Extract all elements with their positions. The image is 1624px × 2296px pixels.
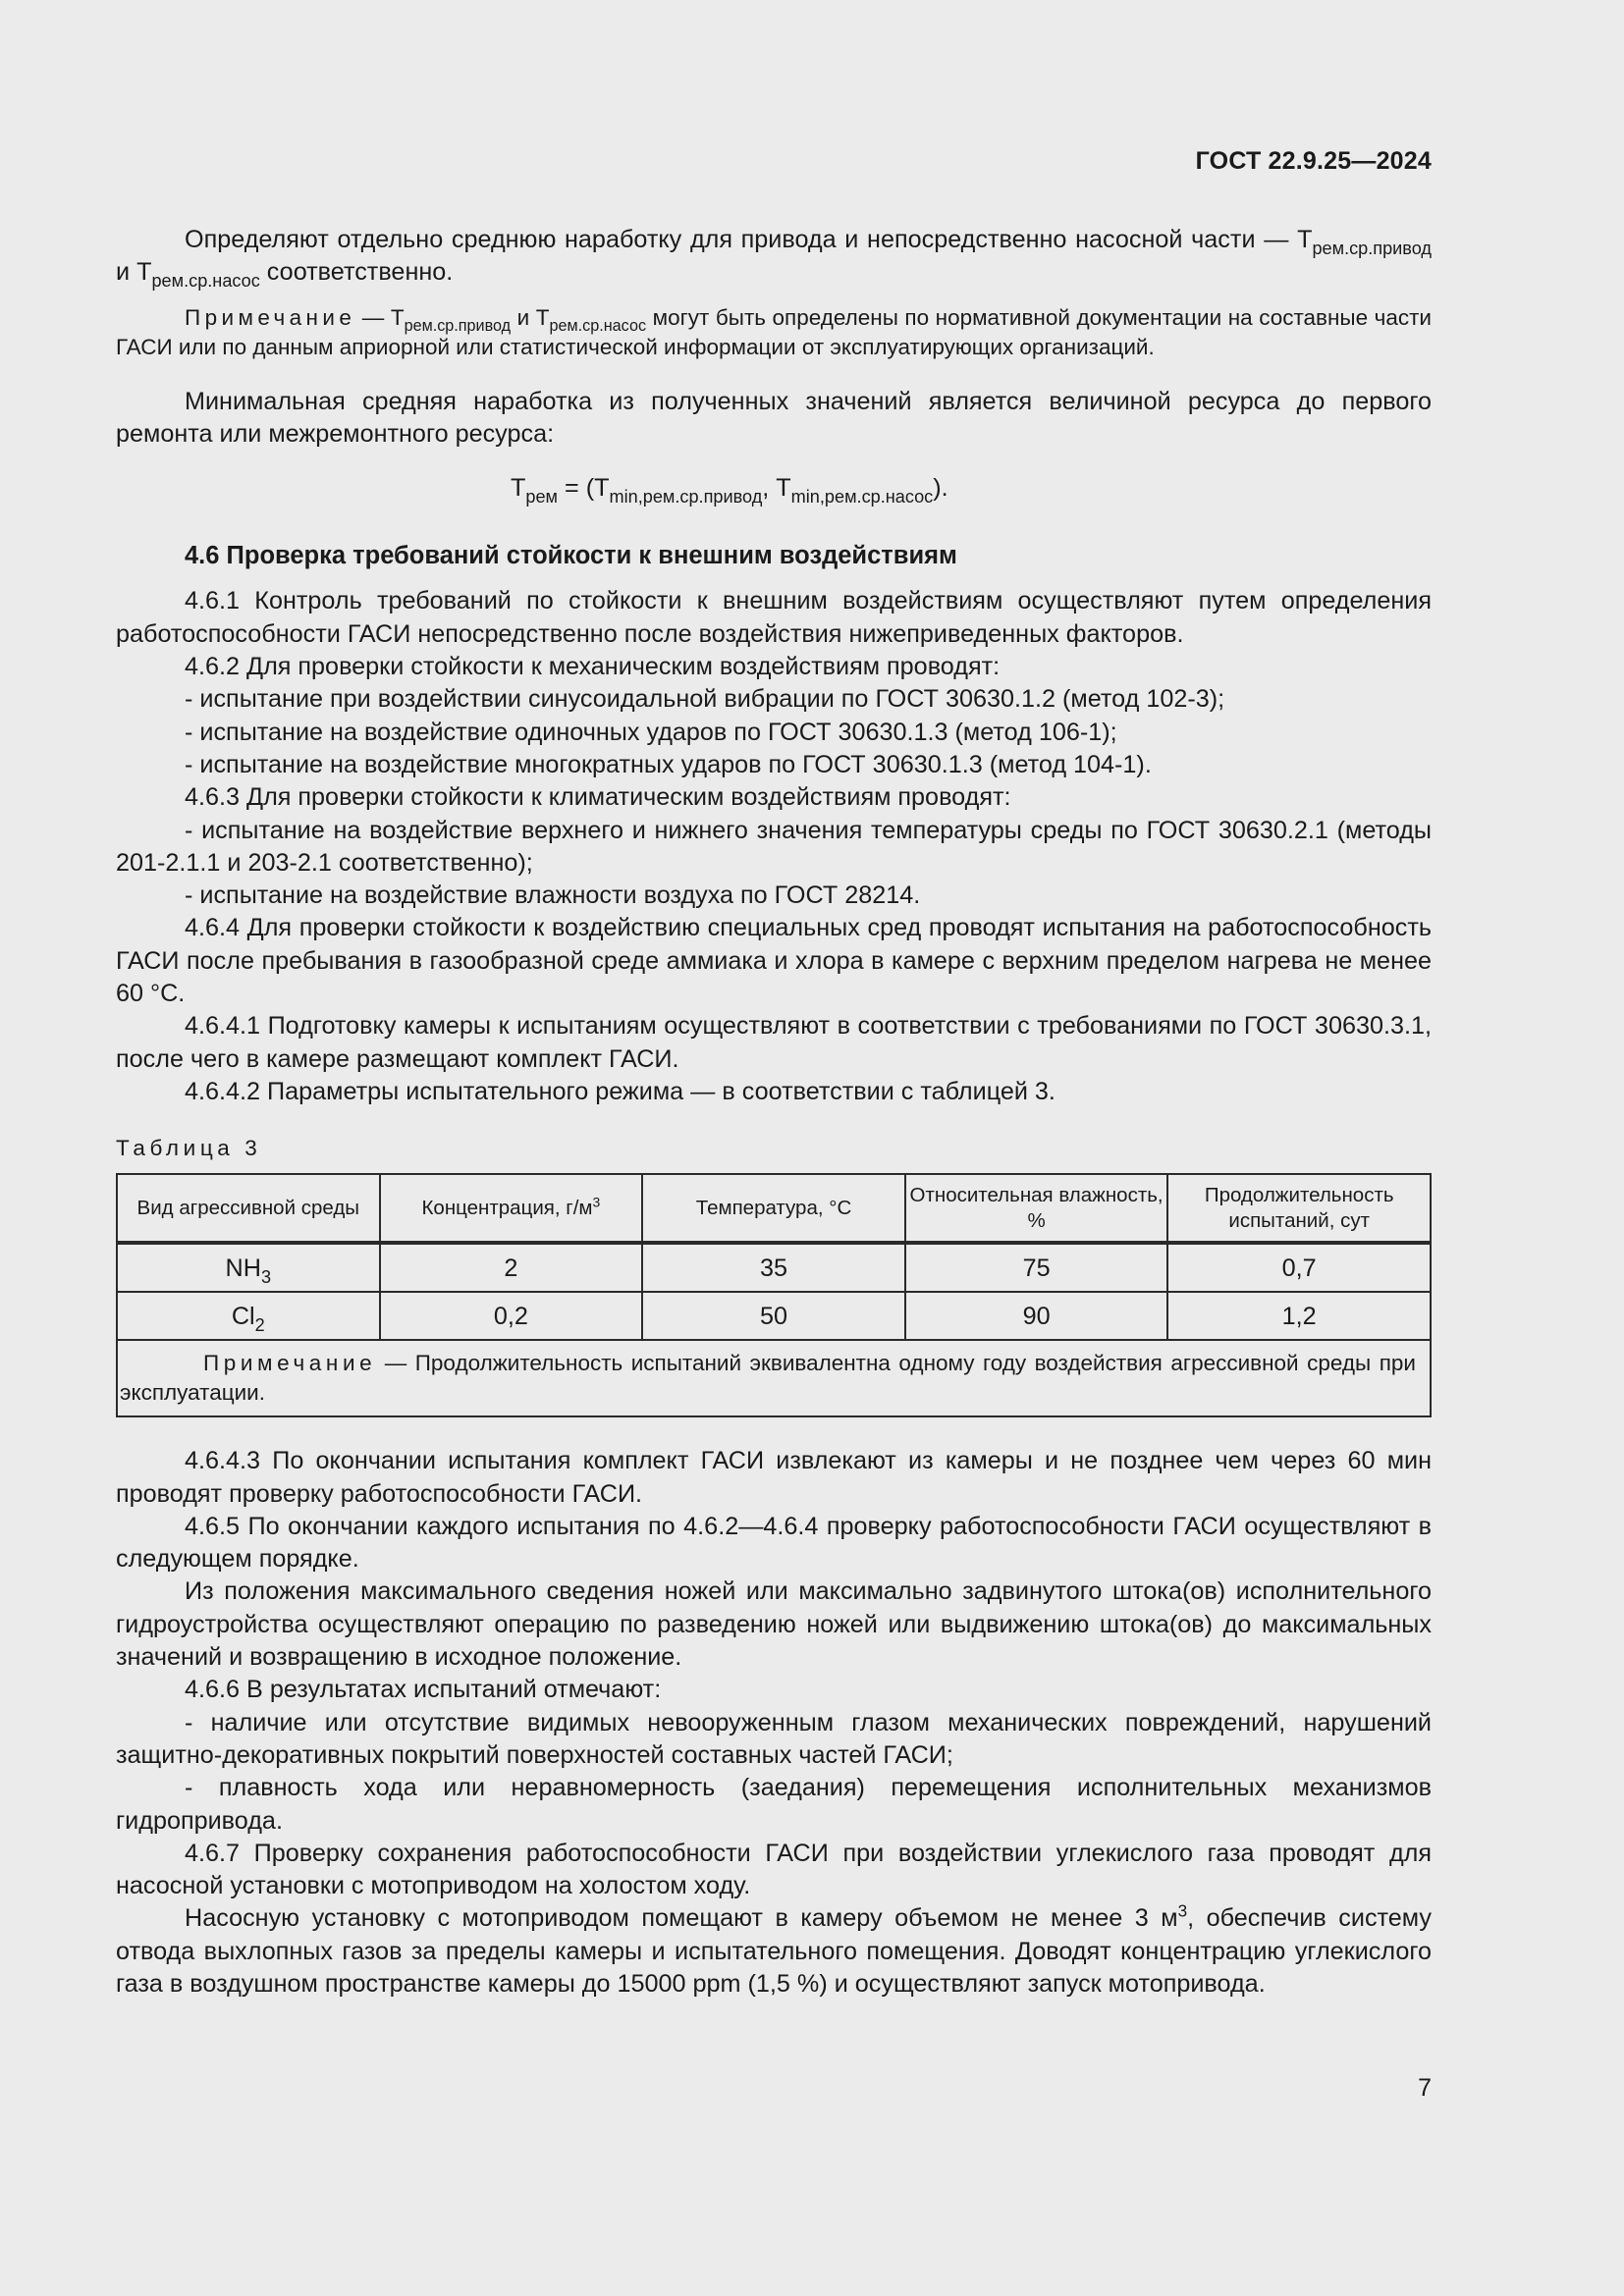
formula-text: = (T — [558, 474, 610, 503]
body-line: - плавность хода или неравномерность (заедания) перемещения исполнительных механизмов гидропривода. — [116, 1774, 1432, 1835]
subscript: 2 — [254, 1314, 265, 1335]
body-line: 4.6.6 В результатах испытаний отмечают: — [185, 1676, 662, 1704]
section-line: 4.6.4 Для проверки стойкости к воздействию специальных сред проводят испытания на работоспособность ГАСИ после пребывания в газообразной среде аммиака и хлора в камере с верхним пределом нагрева не менее 60 °С. — [116, 914, 1432, 1008]
body-line: 4.6.5 По окончании каждого испытания по 4.6.2—4.6.4 проверку работоспособности ГАСИ осуществляют в следующем порядке. — [116, 1512, 1432, 1574]
cell-text: NH — [225, 1254, 261, 1282]
header-text: Концентрация, г/м — [421, 1196, 593, 1219]
section-line: 4.6.2 Для проверки стойкости к механическим воздействиям проводят: — [185, 653, 1001, 681]
cell-temperature: 35 — [642, 1243, 905, 1292]
cell-duration: 1,2 — [1167, 1292, 1431, 1340]
table-caption: Таблица 3 — [116, 1136, 262, 1161]
formula-symbol: T — [511, 474, 526, 503]
symbol-t: T — [136, 258, 152, 287]
section-line: - испытание на воздействие одиночных ударов по ГОСТ 30630.1.3 (метод 106-1); — [185, 718, 1117, 746]
cell-humidity: 90 — [905, 1292, 1168, 1340]
paragraph-text: Определяют отдельно среднюю наработку для привода и непосредственно насосной части — — [185, 226, 1298, 253]
header-temperature: Температура, °С — [642, 1174, 905, 1243]
cell-medium — [117, 1292, 380, 1340]
section-line: 4.6.1 Контроль требований по стойкости к внешним воздействиям осуществляют путем определения работоспособности ГАСИ непосредственно после воздействия нижеприведенных факторов. — [116, 587, 1432, 648]
note-dash: — — [355, 304, 391, 330]
section-line: 4.6.4.1 Подготовку камеры к испытаниям осуществляют в соответствии с требованиями по ГОСТ 30630.3.1, после чего в камере размещают комплект ГАСИ. — [116, 1012, 1432, 1073]
note-1 — [116, 303, 1432, 362]
cell-text: Cl — [231, 1302, 255, 1330]
note-text: — Продолжительность испытаний эквивалентна одному году воздействия агрессивной среды при эксплуатации. — [120, 1351, 1416, 1406]
body-line-co2 — [116, 1902, 1432, 2001]
cell-duration: 0,7 — [1167, 1243, 1431, 1292]
subscript: рем.ср.привод — [1312, 238, 1432, 258]
symbol-t: T — [535, 304, 550, 330]
standard-code: ГОСТ 22.9.25—2024 — [1195, 147, 1432, 175]
section-line: - испытание при воздействии синусоидальной вибрации по ГОСТ 30630.1.2 (метод 102-3); — [185, 685, 1225, 714]
subscript: min,рем.ср.привод — [609, 487, 763, 507]
post-table-body — [116, 1445, 1432, 2001]
note-text: могут быть определены по нормативной документации на составные части ГАСИ или по данным априорной или статистической информации от эксплуатирующих организаций. — [116, 304, 1432, 359]
section-heading: 4.6 Проверка требований стойкости к внешним воздействиям — [185, 542, 957, 570]
superscript: 3 — [1177, 1900, 1188, 1921]
formula-text: ). — [933, 474, 948, 503]
section-body — [116, 585, 1432, 1108]
subscript: рем.ср.насос — [549, 316, 647, 335]
table-note — [117, 1340, 1431, 1416]
page-content — [116, 224, 1432, 2001]
subscript: min,рем.ср.насос — [790, 487, 934, 507]
subscript: рем.ср.насос — [151, 271, 260, 292]
paragraph-minimum-operating-time: Минимальная средняя наработка из полученных значений является величиной ресурса до первого ремонта или межремонтного ресурса: — [116, 387, 1432, 448]
section-line: 4.6.4.2 Параметры испытательного режима — в соответствии с таблицей 3. — [185, 1077, 1056, 1105]
table-row — [117, 1292, 1431, 1340]
formula-text: , T — [762, 474, 791, 503]
cell-concentration: 2 — [380, 1243, 643, 1292]
table-note-row — [117, 1340, 1431, 1416]
section-line: - испытание на воздействие многократных ударов по ГОСТ 30630.1.3 (метод 104-1). — [185, 750, 1152, 778]
cell-medium — [117, 1243, 380, 1292]
symbol-t: T — [390, 304, 405, 330]
symbol-t: T — [1297, 226, 1313, 253]
section-line: - испытание на воздействие влажности воздуха по ГОСТ 28214. — [185, 881, 921, 910]
subscript: 3 — [260, 1266, 272, 1287]
section-line: - испытание на воздействие верхнего и нижнего значения температуры среды по ГОСТ 30630.2.1 (методы 201-2.1.1 и 203-2.1 соответственно); — [116, 816, 1432, 877]
paragraph-text: и — [116, 258, 137, 287]
header-concentration — [380, 1174, 643, 1243]
superscript: 3 — [592, 1194, 601, 1210]
note-text: и — [511, 304, 536, 330]
body-line: - наличие или отсутствие видимых невооруженным глазом механических повреждений, нарушений защитно-декоративных покрытий поверхностей составных частей ГАСИ; — [116, 1708, 1432, 1769]
subscript: рем.ср.привод — [404, 316, 512, 335]
cell-temperature: 50 — [642, 1292, 905, 1340]
body-line: 4.6.4.3 По окончании испытания комплект ГАСИ извлекают из камеры и не позднее чем через 60 мин проводят проверку работоспособности ГАСИ. — [116, 1447, 1432, 1508]
note-label: Примечание — [203, 1351, 377, 1376]
document-page — [116, 0, 1432, 2296]
subscript: рем — [525, 487, 559, 507]
body-text: , обеспечив систему отвода выхлопных газов за пределы камеры и испытательного помещения. Доводят концентрацию углекислого газа в воздушном пространстве камеры до 15000 ppm (1,5 %) и осуществляют запуск мотопривода. — [116, 1904, 1432, 1998]
header-humidity: Относительная влажность, % — [905, 1174, 1168, 1243]
body-line: 4.6.7 Проверку сохранения работоспособности ГАСИ при воздействии углекислого газа проводят для насосной установки с мотоприводом на холостом ходу. — [116, 1839, 1432, 1900]
formula — [116, 472, 1432, 505]
body-text: Насосную установку с мотоприводом помещают в камеру объемом не менее 3 м — [185, 1904, 1178, 1933]
note-label: Примечание — [185, 304, 356, 330]
header-duration: Продолжительность испытаний, сут — [1167, 1174, 1431, 1243]
header-medium: Вид агрессивной среды — [117, 1174, 380, 1243]
paragraph-text: соответственно. — [259, 258, 454, 287]
page-number: 7 — [1418, 2074, 1432, 2102]
test-mode-table — [116, 1173, 1432, 1417]
body-line: Из положения максимального сведения ножей или максимально задвинутого штока(ов) исполнительного гидроустройства осуществляют операцию по разведению ножей или выдвижению штока(ов) до максимальных значений и возвращению в исходное положение. — [116, 1577, 1432, 1672]
table-header-row — [117, 1174, 1431, 1243]
section-line: 4.6.3 Для проверки стойкости к климатическим воздействиям проводят: — [185, 783, 1011, 812]
table-row — [117, 1243, 1431, 1292]
cell-concentration: 0,2 — [380, 1292, 643, 1340]
cell-humidity: 75 — [905, 1243, 1168, 1292]
paragraph-average-operating-time — [116, 224, 1432, 290]
